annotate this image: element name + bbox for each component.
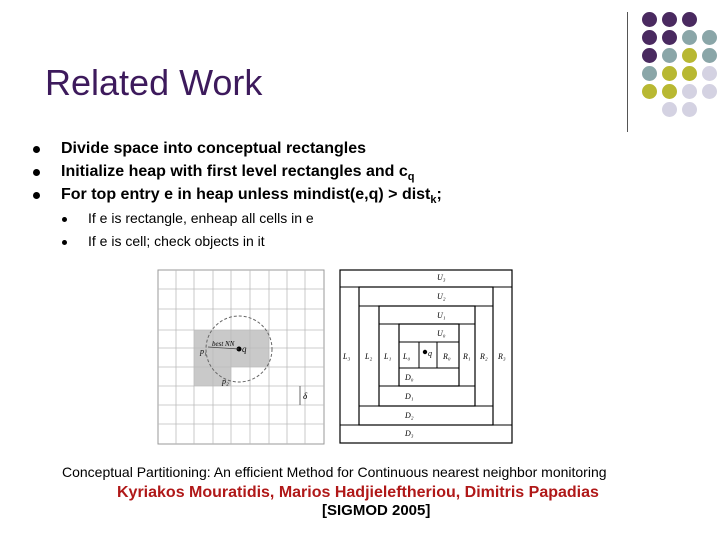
label-l3: L₃ (343, 352, 351, 361)
divider-line (627, 12, 628, 132)
bullet-marker (33, 192, 40, 199)
sub-bullet-item: If e is cell; check objects in it (88, 233, 265, 249)
dot (662, 66, 677, 81)
reference-venue: [SIGMOD 2005] (322, 502, 431, 519)
label-l2: L₂ (365, 352, 373, 361)
delta-label: δ (303, 391, 308, 401)
dot (682, 102, 697, 117)
slide-title: Related Work (45, 62, 263, 103)
bullet-item (61, 186, 442, 206)
label-r1: R₁ (463, 352, 471, 361)
q-label: q (242, 344, 247, 354)
p1-label: p₁ (200, 347, 207, 356)
dot (642, 66, 657, 81)
label-u2: U₂ (437, 292, 446, 301)
q-label: q (428, 349, 432, 358)
bullet-item (61, 163, 415, 183)
dot (662, 48, 677, 63)
dot (642, 12, 657, 27)
dot (682, 48, 697, 63)
bullet-tail: ; (436, 186, 442, 203)
query-point (423, 350, 427, 354)
sub-bullet-marker (62, 240, 67, 245)
subscript: q (407, 171, 415, 184)
dot (642, 48, 657, 63)
label-l1: L₁ (384, 352, 392, 361)
label-u1: U₁ (437, 311, 446, 320)
sub-bullet-item: If e is rectangle, enheap all cells in e (88, 210, 314, 226)
dot (702, 30, 717, 45)
label-d2: D₂ (405, 411, 414, 420)
label-d3: D₃ (405, 429, 414, 438)
label-r2: R₂ (480, 352, 488, 361)
rect-level-1 (379, 306, 475, 406)
dot (702, 48, 717, 63)
label-u0: U₀ (437, 329, 446, 338)
bullet-item: Divide space into conceptual rectangles (61, 140, 366, 157)
subscript: k (430, 194, 437, 207)
dot (702, 66, 717, 81)
label-l0: L₀ (403, 352, 411, 361)
dot (682, 12, 697, 27)
label-u3: U₃ (437, 273, 446, 282)
best-nn-label: best NN (212, 340, 235, 348)
label-r0: R₀ (443, 352, 451, 361)
label-d1: D₁ (405, 392, 414, 401)
bullet-text: Initialize heap with first level rectangles and c (61, 163, 408, 180)
reference-title: Conceptual Partitioning: An efficient Method for Continuous nearest neighbor monitoring (62, 464, 607, 480)
dot (682, 84, 697, 99)
dot (642, 84, 657, 99)
dot (682, 30, 697, 45)
dot (662, 30, 677, 45)
bullet-marker (33, 146, 40, 153)
dot (682, 66, 697, 81)
sub-bullet-marker (62, 217, 67, 222)
dot (662, 84, 677, 99)
label-r3: R₃ (498, 352, 506, 361)
reference-authors: Kyriakos Mouratidis, Marios Hadjieleftheriou, Dimitris Papadias (117, 484, 599, 501)
dot (662, 12, 677, 27)
dot (662, 102, 677, 117)
bullet-marker (33, 169, 40, 176)
p2-label: p₂ (222, 377, 229, 386)
conceptual-partitioning-figure (337, 268, 515, 446)
bullet-text: For top entry e in heap unless mindist(e,q) > dist (61, 186, 431, 203)
dot (702, 84, 717, 99)
grid-search-figure (150, 268, 330, 448)
label-d0: D₀ (405, 373, 414, 382)
dot (642, 30, 657, 45)
